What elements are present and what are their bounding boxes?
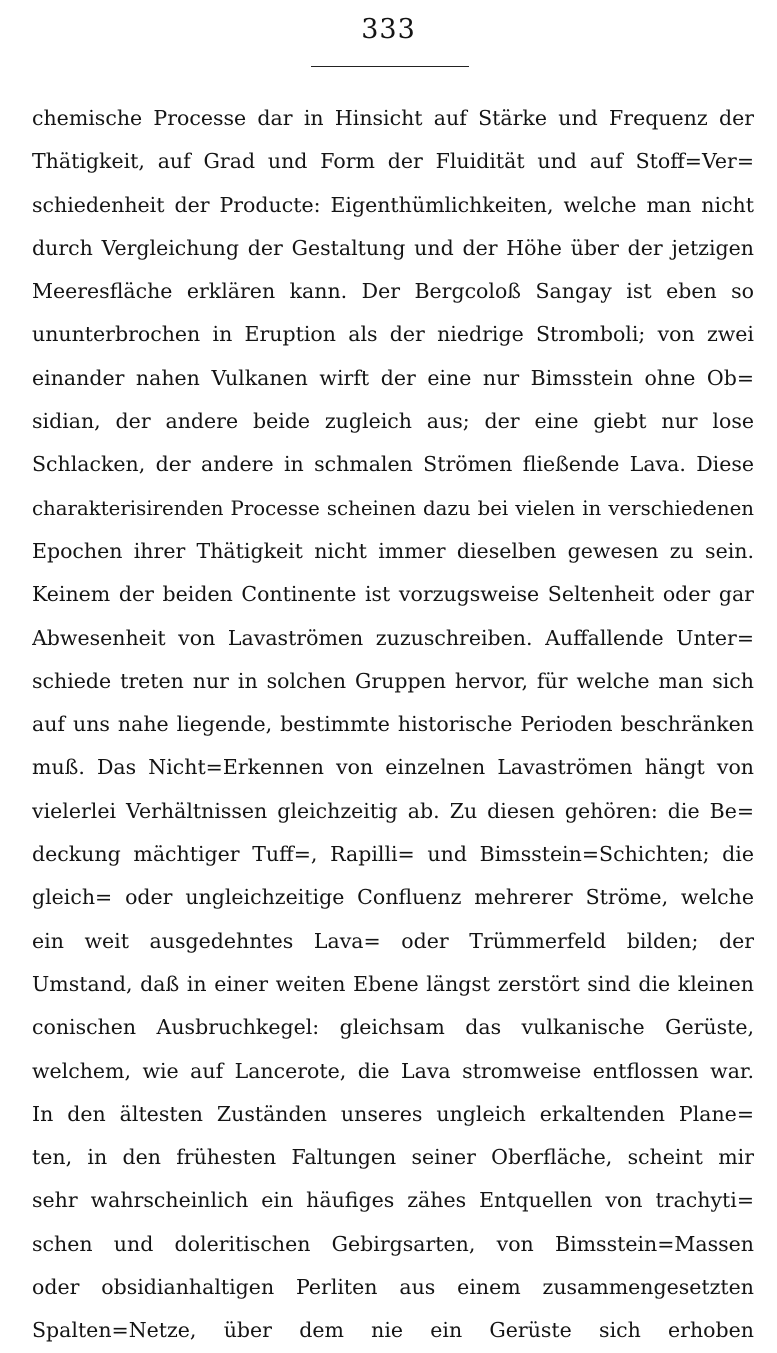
text-line: schen und doleritischen Gebirgsarten, von Bimsstein=Massen: [32, 1231, 754, 1256]
text-line: Spalten=Netze, über dem nie ein Gerüste sich erhoben: [32, 1318, 754, 1343]
text-line: sidian, der andere beide zugleich aus; der eine giebt nur lose: [32, 409, 754, 434]
header-rule: [311, 66, 469, 67]
text-line: charakterisirenden Processe scheinen dazu bei vielen in verschiedenen: [32, 496, 754, 520]
text-line: deckung mächtiger Tuff=, Rapilli= und Bimsstein=Schichten; die: [32, 842, 754, 867]
text-line: Thätigkeit, auf Grad und Form der Fluidität und auf Stoff=Ver=: [32, 149, 754, 174]
text-line: schiede treten nur in solchen Gruppen hervor, für welche man sich: [32, 668, 754, 693]
text-line: muß. Das Nicht=Erkennen von einzelnen Lavaströmen hängt von: [32, 755, 754, 780]
text-line: chemische Processe dar in Hinsicht auf Stärke und Frequenz der: [32, 106, 754, 130]
text-line: Umstand, daß in einer weiten Ebene längst zerstört sind die kleinen: [32, 971, 754, 996]
text-line: welchem, wie auf Lancerote, die Lava stromweise entflossen war.: [32, 1058, 754, 1083]
text-line: ein weit ausgedehntes Lava= oder Trümmerfeld bilden; der: [32, 928, 754, 953]
text-line: oder obsidianhaltigen Perliten aus einem zusammengesetzten: [32, 1275, 754, 1300]
text-line: einander nahen Vulkanen wirft der eine nur Bimsstein ohne Ob=: [32, 365, 754, 390]
text-line: Schlacken, der andere in schmalen Strömen fließende Lava. Diese: [32, 452, 754, 477]
text-line: conischen Ausbruchkegel: gleichsam das vulkanische Gerüste,: [32, 1015, 754, 1040]
page-number: 333: [361, 14, 416, 45]
body-text: [32, 97, 754, 1353]
text-line: Abwesenheit von Lavaströmen zuzuschreiben. Auffallende Unter=: [32, 625, 754, 650]
text-line: auf uns nahe liegende, bestimmte historische Perioden beschränken: [32, 712, 754, 737]
text-line: ten, in den frühesten Faltungen seiner Oberfläche, scheint mir: [32, 1145, 754, 1170]
text-line: Epochen ihrer Thätigkeit nicht immer dieselben gewesen zu sein.: [32, 538, 754, 563]
text-line: vielerlei Verhältnissen gleichzeitig ab. Zu diesen gehören: die Be=: [32, 798, 754, 823]
text-line: schiedenheit der Producte: Eigenthümlichkeiten, welche man nicht: [32, 192, 754, 217]
text-line: gleich= oder ungleichzeitige Confluenz mehrerer Ströme, welche: [32, 885, 754, 910]
text-line: sehr wahrscheinlich ein häufiges zähes Entquellen von trachyti=: [32, 1188, 754, 1213]
text-line: ununterbrochen in Eruption als der niedrige Stromboli; von zwei: [32, 322, 754, 347]
text-line: durch Vergleichung der Gestaltung und der Höhe über der jetzigen: [32, 235, 754, 260]
text-line: Keinem der beiden Continente ist vorzugsweise Seltenheit oder gar: [32, 582, 754, 607]
text-line: Meeresfläche erklären kann. Der Bergcoloß Sangay ist eben so: [32, 279, 754, 304]
text-line: In den ältesten Zuständen unseres ungleich erkaltenden Plane=: [32, 1101, 754, 1126]
